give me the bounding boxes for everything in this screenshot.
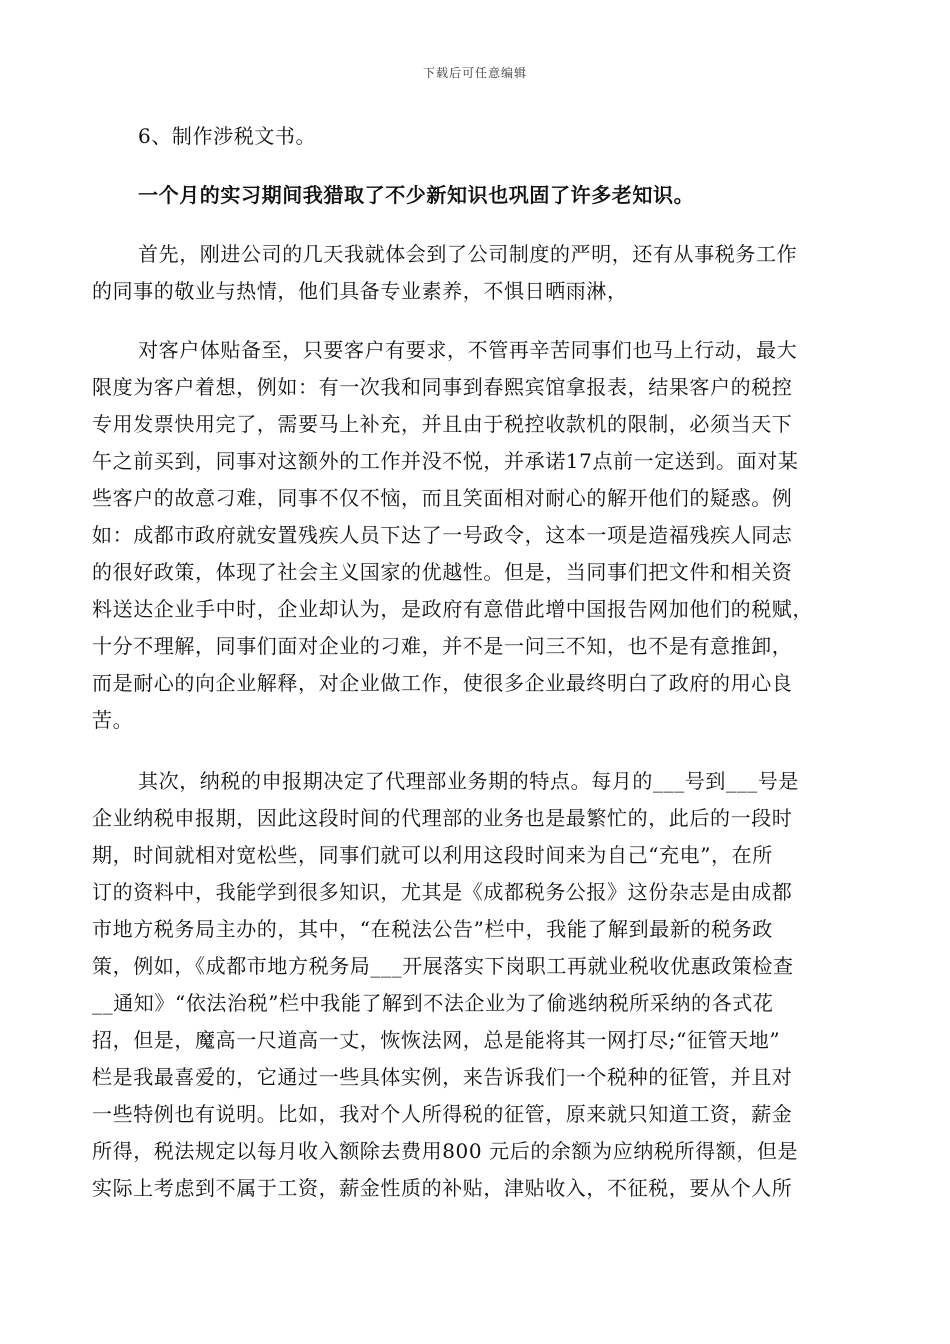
text-line: 一个月的实习期间我猎取了不少新知识也巩固了许多老知识。 bbox=[138, 183, 695, 207]
text-line: 一些特例也有说明。比如，我对个人所得税的征管，原来就只知道工资，薪金 bbox=[92, 1102, 793, 1126]
paragraph-second bbox=[92, 763, 852, 1207]
text-line: 期，时间就相对宽松些，同事们就可以利用这段时间来为自己“充电”，在所 bbox=[92, 843, 773, 867]
text-line: 栏是我最喜爱的，它通过一些具体实例，来告诉我们一个税种的征管，并且对 bbox=[92, 1065, 793, 1089]
paragraph-summary bbox=[92, 177, 852, 214]
text-line: 的同事的敬业与热情，他们具备专业素养，不惧日晒雨淋， bbox=[92, 279, 628, 303]
text-line: 招，但是，魔高一尺道高一丈，恢恢法网，总是能将其一网打尽;“征管天地” bbox=[92, 1028, 781, 1052]
text-line: 其次，纳税的申报期决定了代理部业务期的特点。每月的___号到___号是 bbox=[138, 769, 799, 793]
paragraph-first bbox=[92, 236, 852, 310]
text-line: 而是耐心的向企业解释，对企业做工作，使很多企业最终明白了政府的用心良 bbox=[92, 671, 793, 695]
text-line: 策，例如，《成都市地方税务局___开展落实下岗职工再就业税收优惠政策检查 bbox=[92, 954, 794, 978]
text-line: 苦。 bbox=[92, 708, 134, 732]
text-line: 专用发票快用完了，需要马上补充，并且由于税控收款机的限制，必须当天下 bbox=[92, 412, 793, 436]
text-line: 对客户体贴备至，只要客户有要求，不管再辛苦同事们也马上行动，最大 bbox=[138, 338, 798, 362]
text-line: 十分不理解，同事们面对企业的刁难，并不是一问三不知，也不是有意推卸， bbox=[92, 634, 793, 658]
paragraph-customer bbox=[92, 332, 852, 739]
text-line: 6、制作涉税文书。 bbox=[138, 124, 317, 148]
text-line: 限度为客户着想，例如：有一次我和同事到春熙宾馆拿报表，结果客户的税控 bbox=[92, 375, 793, 399]
text-line: 市地方税务局主办的，其中，“在税法公告”栏中，我能了解到最新的税务政 bbox=[92, 917, 773, 941]
document-body bbox=[92, 118, 852, 1207]
text-line: 午之前买到，同事对这额外的工作并没不悦，并承诺17点前一定送到。面对某 bbox=[92, 449, 799, 473]
text-line: 所得，税法规定以每月收入额除去费用800 元后的余额为应纳税所得额，但是 bbox=[92, 1139, 799, 1163]
text-line: 企业纳税申报期，因此这段时间的代理部的业务也是最繁忙的，此后的一段时 bbox=[92, 806, 793, 830]
text-line: 料送达企业手中时，企业却认为，是政府有意借此增中国报告网加他们的税赋， bbox=[92, 597, 813, 621]
text-line: 如：成都市政府就安置残疾人员下达了一号政令，这本一项是造福残疾人同志 bbox=[92, 523, 793, 547]
text-line: 实际上考虑到不属于工资，薪金性质的补贴，津贴收入，不征税，要从个人所 bbox=[92, 1176, 793, 1200]
text-line: 些客户的故意刁难，同事不仅不恼，而且笑面相对耐心的解开他们的疑惑。例 bbox=[92, 486, 793, 510]
text-line: __通知》“依法治税”栏中我能了解到不法企业为了偷逃纳税所采纳的各式花 bbox=[92, 991, 774, 1015]
text-line: 首先，刚进公司的几天我就体会到了公司制度的严明，还有从事税务工作 bbox=[138, 242, 798, 266]
page-header: 下载后可任意编辑 bbox=[422, 66, 527, 80]
text-line: 订的资料中，我能学到很多知识，尤其是《成都税务公报》这份杂志是由成都 bbox=[92, 880, 793, 904]
paragraph-item6 bbox=[92, 118, 852, 155]
text-line: 的很好政策，体现了社会主义国家的优越性。但是，当同事们把文件和相关资 bbox=[92, 560, 793, 584]
